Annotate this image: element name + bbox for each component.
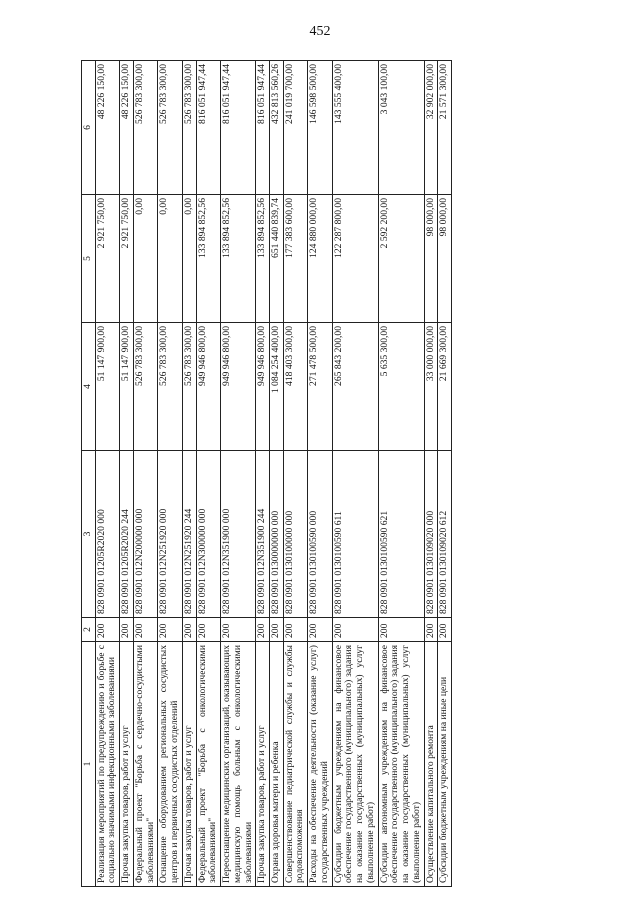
rotated-table-container: [81, 61, 531, 887]
row-amount-col5: 0,00: [182, 195, 196, 323]
row-amount-col4: 526 783 300,00: [133, 323, 157, 451]
row-amount-col6: 48 226 150,00: [120, 61, 134, 195]
row-name-cell: Прочая закупка товаров, работ и услуг: [182, 642, 196, 887]
row-name-cell: Прочая закупка товаров, работ и услуг: [256, 642, 270, 887]
row-amount-col4: 51 147 900,00: [120, 323, 134, 451]
table-row: [196, 61, 220, 887]
table-row: [120, 61, 134, 887]
table-row: [158, 61, 182, 887]
row-name-cell: Субсидии бюджетным учреждениям на финансовое обеспечение государственного (муниципального) задания на оказание государственных (муниципальных) услуг (выполнение работ): [332, 642, 378, 887]
row-amount-col5: 122 287 800,00: [332, 195, 378, 323]
row-name-cell: Федеральный проект "Борьба с сердечно-сосудистыми заболеваниями": [133, 642, 157, 887]
row-code-cell: 828 0901 012N251920 000: [158, 451, 182, 618]
table-row: [133, 61, 157, 887]
row-code-cell: 828 0901 012N251920 244: [182, 451, 196, 618]
row-amount-col5: 651 440 839,74: [270, 195, 284, 323]
row-category-cell: 200: [270, 618, 284, 642]
row-code-cell: 828 0901 0130100590 621: [378, 451, 424, 618]
row-category-cell: 200: [378, 618, 424, 642]
row-amount-col6: 526 783 300,00: [158, 61, 182, 195]
table-row: [270, 61, 284, 887]
row-amount-col4: 418 403 300,00: [283, 323, 307, 451]
table-row: [378, 61, 424, 887]
row-code-cell: 828 0901 012N200000 000: [133, 451, 157, 618]
row-amount-col5: 2 592 200,00: [378, 195, 424, 323]
row-name-cell: Совершенствование педиатрической службы и службы родовспоможения: [283, 642, 307, 887]
row-category-cell: 200: [332, 618, 378, 642]
row-code-cell: 828 0901 01205R2020 244: [120, 451, 134, 618]
page-number: 452: [309, 24, 331, 39]
row-code-cell: 828 0901 0130109020 000: [424, 451, 438, 618]
row-amount-col6: 816 051 947,44: [221, 61, 256, 195]
table-row: [424, 61, 438, 887]
row-code-cell: 828 0901 012N351900 000: [221, 451, 256, 618]
row-category-cell: 200: [283, 618, 307, 642]
row-amount-col5: 133 894 852,56: [256, 195, 270, 323]
table-row: [308, 61, 332, 887]
row-category-cell: 200: [424, 618, 438, 642]
header-col-5: 5: [82, 195, 96, 323]
header-col-6: 6: [82, 61, 96, 195]
row-name-cell: Переоснащение медицинских организаций, оказывающих медицинскую помощь больным с онкологическими заболеваниями: [221, 642, 256, 887]
table-row: [221, 61, 256, 887]
table-row: [182, 61, 196, 887]
row-category-cell: 200: [196, 618, 220, 642]
header-col-2: 2: [82, 618, 96, 642]
budget-table: [81, 60, 452, 887]
row-name-cell: Прочая закупка товаров, работ и услуг: [120, 642, 134, 887]
row-amount-col4: 526 783 300,00: [182, 323, 196, 451]
row-category-cell: 200: [182, 618, 196, 642]
row-amount-col4: 1 084 254 400,00: [270, 323, 284, 451]
table-row: [332, 61, 378, 887]
row-code-cell: 828 0901 0130100000 000: [283, 451, 307, 618]
row-amount-col6: 3 043 100,00: [378, 61, 424, 195]
row-amount-col6: 241 019 700,00: [283, 61, 307, 195]
row-amount-col6: 146 598 500,00: [308, 61, 332, 195]
row-amount-col6: 32 902 000,00: [424, 61, 438, 195]
table-row: [283, 61, 307, 887]
row-amount-col5: 177 383 600,00: [283, 195, 307, 323]
row-amount-col5: 2 921 750,00: [95, 195, 119, 323]
row-amount-col4: 949 946 800,00: [256, 323, 270, 451]
table-body: [95, 61, 451, 887]
row-amount-col5: 98 000,00: [424, 195, 438, 323]
row-code-cell: 828 0901 0130100590 611: [332, 451, 378, 618]
row-amount-col5: 0,00: [158, 195, 182, 323]
row-amount-col5: 0,00: [133, 195, 157, 323]
row-code-cell: 828 0901 0130000000 000: [270, 451, 284, 618]
row-category-cell: 200: [308, 618, 332, 642]
header-row: [82, 61, 96, 887]
row-name-cell: Субсидии автономным учреждениям на финансовое обеспечение государственного (муниципального) задания на оказание государственных (муниципальных) услуг (выполнение работ): [378, 642, 424, 887]
row-category-cell: 200: [256, 618, 270, 642]
row-name-cell: Оснащение оборудованием региональных сосудистых центров и первичных сосудистых отделений: [158, 642, 182, 887]
row-amount-col4: 5 635 300,00: [378, 323, 424, 451]
row-amount-col6: 432 813 560,26: [270, 61, 284, 195]
row-amount-col6: 816 051 947,44: [196, 61, 220, 195]
row-code-cell: 828 0901 01205R2020 000: [95, 451, 119, 618]
row-name-cell: Осуществление капитального ремонта: [424, 642, 438, 887]
row-amount-col6: 21 571 300,00: [438, 61, 452, 195]
row-amount-col4: 33 000 000,00: [424, 323, 438, 451]
row-amount-col6: 526 783 300,00: [133, 61, 157, 195]
row-amount-col6: 816 051 947,44: [256, 61, 270, 195]
row-category-cell: 200: [221, 618, 256, 642]
row-category-cell: 200: [438, 618, 452, 642]
row-category-cell: 200: [120, 618, 134, 642]
row-amount-col6: 143 555 400,00: [332, 61, 378, 195]
row-category-cell: 200: [133, 618, 157, 642]
row-amount-col5: 133 894 852,56: [196, 195, 220, 323]
table-row: [256, 61, 270, 887]
row-name-cell: Субсидии бюджетным учреждениям на иные цели: [438, 642, 452, 887]
row-name-cell: Расходы на обеспечение деятельности (оказание услуг) государственных учреждений: [308, 642, 332, 887]
row-amount-col4: 21 669 300,00: [438, 323, 452, 451]
row-name-cell: Охрана здоровья матери и ребенка: [270, 642, 284, 887]
row-amount-col4: 271 478 500,00: [308, 323, 332, 451]
row-amount-col4: 949 946 800,00: [196, 323, 220, 451]
header-col-1: 1: [82, 642, 96, 887]
row-category-cell: 200: [95, 618, 119, 642]
row-amount-col6: 48 226 150,00: [95, 61, 119, 195]
row-name-cell: Федеральный проект "Борьба с онкологическими заболеваниями": [196, 642, 220, 887]
row-code-cell: 828 0901 0130100590 000: [308, 451, 332, 618]
row-amount-col5: 133 894 852,56: [221, 195, 256, 323]
header-col-4: 4: [82, 323, 96, 451]
row-amount-col5: 98 000,00: [438, 195, 452, 323]
row-code-cell: 828 0901 012N351900 244: [256, 451, 270, 618]
row-amount-col4: 51 147 900,00: [95, 323, 119, 451]
row-code-cell: 828 0901 0130109020 612: [438, 451, 452, 618]
header-col-3: 3: [82, 451, 96, 618]
row-code-cell: 828 0901 012N300000 000: [196, 451, 220, 618]
row-category-cell: 200: [158, 618, 182, 642]
row-amount-col4: 526 783 300,00: [158, 323, 182, 451]
table-row: [95, 61, 119, 887]
table-row: [438, 61, 452, 887]
row-amount-col6: 526 783 300,00: [182, 61, 196, 195]
row-amount-col5: 124 880 000,00: [308, 195, 332, 323]
row-amount-col4: 949 946 800,00: [221, 323, 256, 451]
row-amount-col4: 265 843 200,00: [332, 323, 378, 451]
row-amount-col5: 2 921 750,00: [120, 195, 134, 323]
table-header: [82, 61, 96, 887]
row-name-cell: Реализация мероприятий по предупреждению и борьбе с социально значимыми инфекционными заболеваниями: [95, 642, 119, 887]
